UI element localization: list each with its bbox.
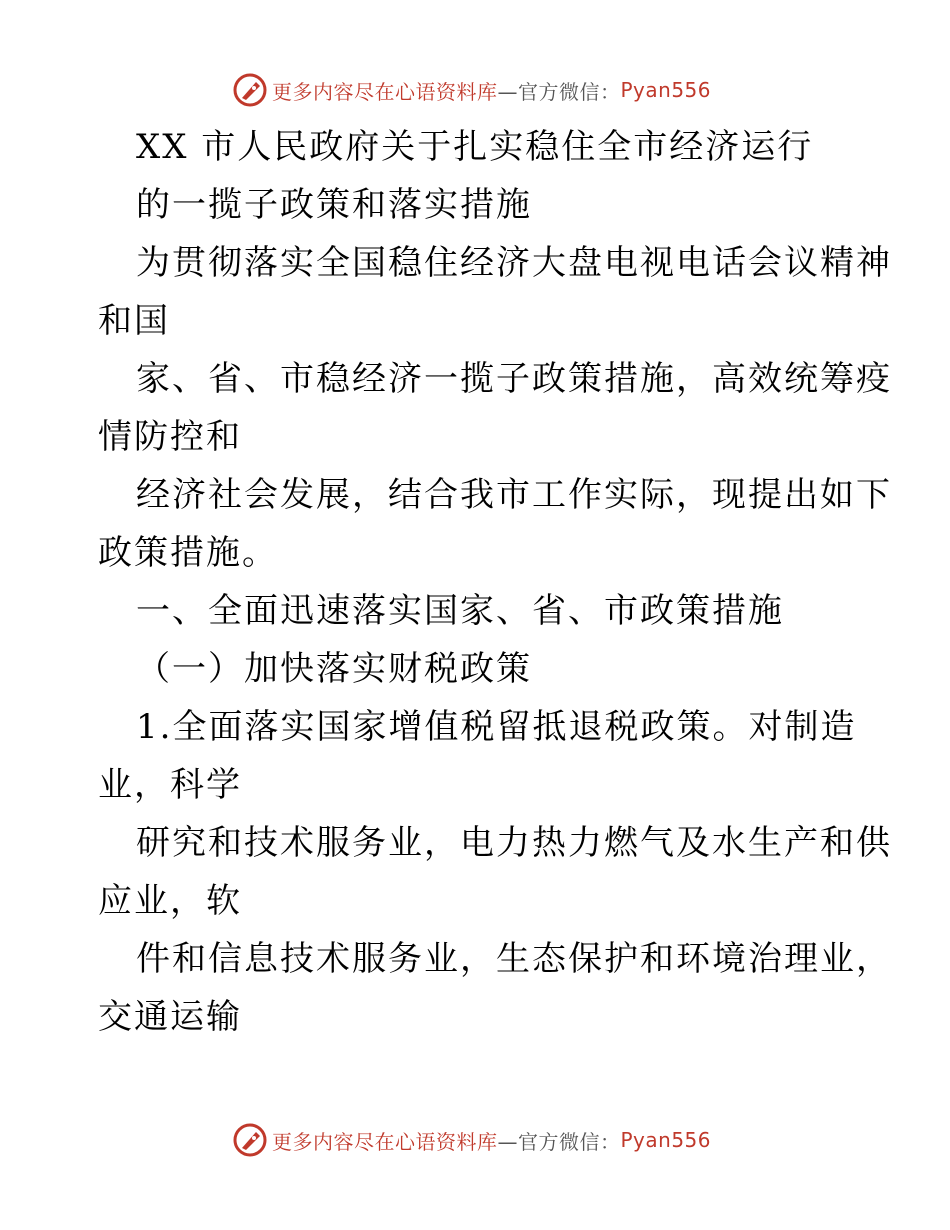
text-line: 情防控和 bbox=[98, 417, 242, 457]
text-line: XX 市人民政府关于扎实稳住全市经济运行 bbox=[136, 127, 814, 167]
document-body bbox=[98, 118, 892, 1046]
pen-nib-logo-icon bbox=[232, 72, 268, 108]
watermark-label: —官方微信： bbox=[497, 79, 621, 104]
text-line: 业，科学 bbox=[98, 765, 242, 805]
text-line: 家、省、市稳经济一揽子政策措施，高效统筹疫 bbox=[136, 359, 892, 399]
watermark-wechat-id: Pyan556 bbox=[620, 1128, 712, 1152]
text-line: 应业，软 bbox=[98, 881, 242, 921]
watermark-label: —官方微信： bbox=[497, 1129, 621, 1154]
text-line: 和国 bbox=[98, 301, 170, 341]
pen-nib-logo-icon bbox=[232, 1122, 268, 1158]
watermark-wechat-id: Pyan556 bbox=[620, 78, 712, 102]
text-line: 的一揽子政策和落实措施 bbox=[136, 185, 532, 225]
text-line: 1.全面落实国家增值税留抵退税政策。对制造 bbox=[136, 707, 857, 747]
text-line: 为贯彻落实全国稳住经济大盘电视电话会议精神 bbox=[136, 243, 892, 283]
text-line: 政策措施。 bbox=[98, 533, 278, 573]
watermark-title: 更多内容尽在心语资料库 bbox=[272, 79, 498, 104]
text-line: 经济社会发展，结合我市工作实际，现提出如下 bbox=[136, 475, 892, 515]
section-heading: 一、全面迅速落实国家、省、市政策措施 bbox=[136, 591, 784, 631]
text-line: 件和信息技术服务业，生态保护和环境治理业， bbox=[136, 939, 892, 979]
footer-watermark bbox=[232, 1120, 711, 1160]
text-line: 交通运输 bbox=[98, 997, 242, 1037]
text-line: 研究和技术服务业，电力热力燃气及水生产和供 bbox=[136, 823, 892, 863]
header-watermark bbox=[232, 70, 711, 110]
subsection-heading: （一）加快落实财税政策 bbox=[136, 649, 532, 689]
watermark-title: 更多内容尽在心语资料库 bbox=[272, 1129, 498, 1154]
